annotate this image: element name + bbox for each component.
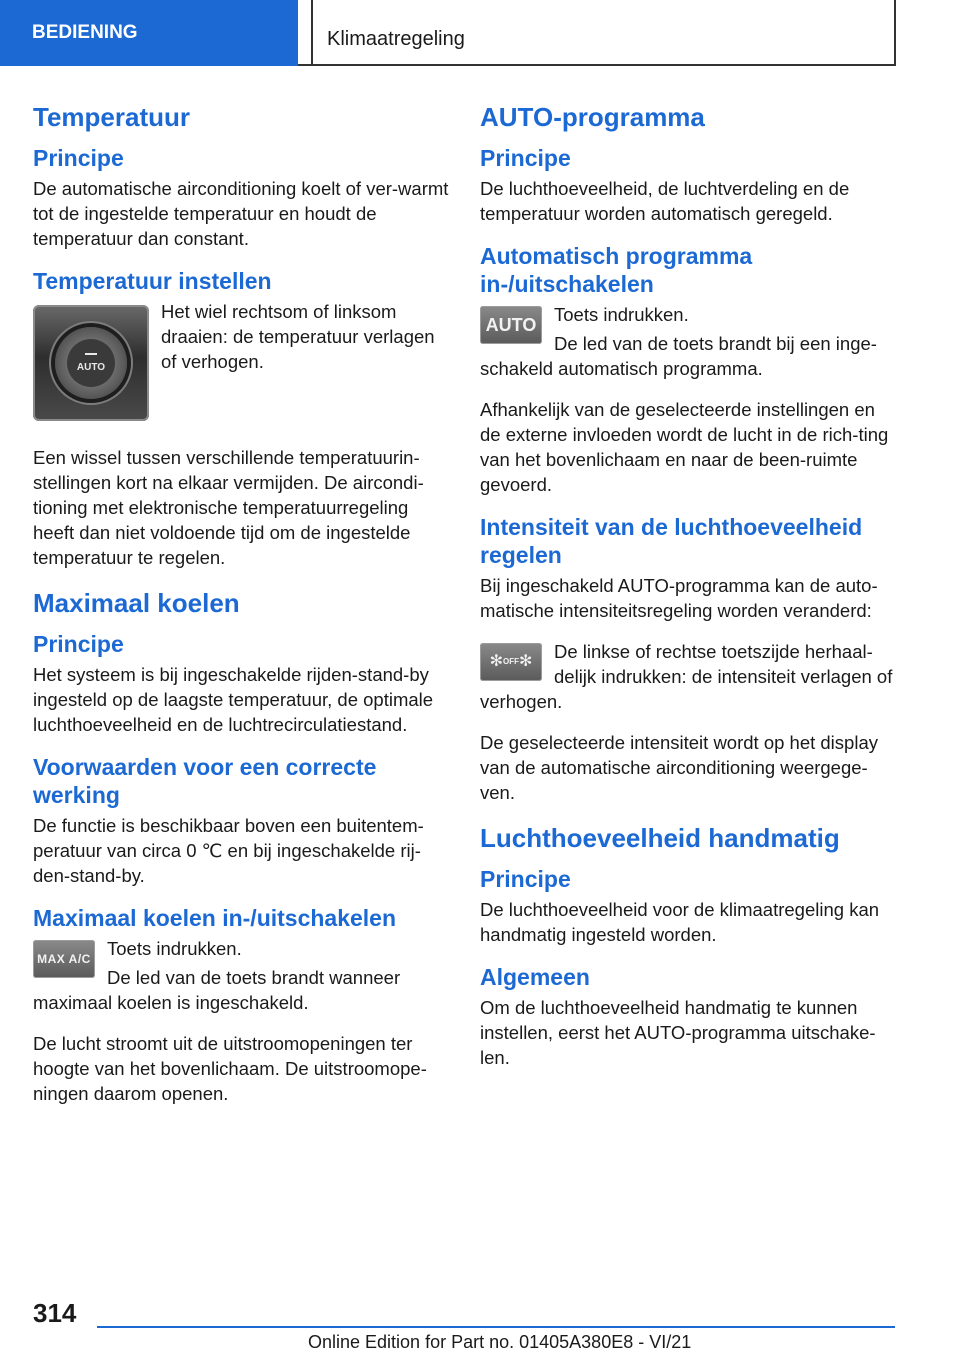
heading-auto-programma: AUTO-programma <box>480 102 705 132</box>
knob-auto-label: AUTO <box>67 339 115 387</box>
fan-speed-button-icon <box>480 643 542 681</box>
text-temp-wissel: Een wissel tussen verschillende temperatuurin-stellingen kort na elkaar vermijden. De aircondi-tioning met elektronische temperatuurregeling heeft dan niet voldoende tijd om de ingestelde temperatuur te regelen. <box>33 447 424 568</box>
text-auto-afhankelijk: Afhankelijk van de geselecteerde instellingen en de externe invloeden wordt de lucht in de rich-ting van het bovenlichaam en naar de been-ruimte gevoerd. <box>480 399 889 495</box>
text-max-principe: Het systeem is bij ingeschakelde rijden-stand-by ingesteld op de laagste temperatuur, de optimale luchthoeveelheid en de luchtrecirculatiestand. <box>33 664 434 735</box>
temperature-knob-image <box>33 299 149 421</box>
heading-luchthoeveelheid-handmatig: Luchthoeveelheid handmatig <box>480 823 840 853</box>
heading-temperatuur-instellen: Temperatuur instellen <box>33 268 272 294</box>
text-intensiteit-display: De geselecteerde intensiteit wordt op het display van de automatische airconditioning weergege-ven. <box>480 732 878 803</box>
heading-principe-auto: Principe <box>480 145 571 171</box>
fan-off-label: OFF <box>503 657 519 666</box>
heading-algemeen: Algemeen <box>480 964 590 990</box>
text-voorwaarden: De functie is beschikbaar boven een buitentem-peratuur van circa 0 ℃ en bij ingeschakelde rij-den-stand-by. <box>33 815 424 886</box>
heading-auto-inuitschakelen: Automatisch programma in-/uitschakelen <box>480 243 753 297</box>
heading-principe-handmatig: Principe <box>480 866 571 892</box>
page-header <box>0 0 960 66</box>
section-tab: BEDIENING <box>0 0 298 66</box>
max-ac-button-image <box>33 936 95 978</box>
text-max-toets: Toets indrukken. <box>107 938 242 959</box>
fan-icon: ✻ <box>489 653 503 671</box>
page-number: 314 <box>33 1298 77 1328</box>
right-column <box>480 100 898 1086</box>
footer-edition: Online Edition for Part no. 01405A380E8 - VI/21 <box>308 1332 692 1352</box>
text-max-led: De led van de toets brandt wanneer maximaal koelen is ingeschakeld. <box>33 967 401 1013</box>
header-rule <box>298 64 311 66</box>
heading-principe-temp: Principe <box>33 145 124 171</box>
fan-button-image <box>480 639 542 681</box>
heading-max-inuitschakelen: Maximaal koelen in-/uitschakelen <box>33 905 397 931</box>
heading-maximaal-koelen: Maximaal koelen <box>33 588 240 618</box>
text-temp-principe: De automatische airconditioning koelt of ver-warmt tot de ingestelde temperatuur en houdt de temperatuur dan constant. <box>33 178 449 249</box>
temperature-knob-icon <box>33 305 149 421</box>
heading-temperatuur: Temperatuur <box>33 102 190 132</box>
text-auto-toets: Toets indrukken. <box>554 304 689 325</box>
chapter-title: Klimaatregeling <box>311 0 896 66</box>
text-algemeen: Om de luchthoeveelheid handmatig te kunnen instellen, eerst het AUTO-programma uitschake-len. <box>480 997 876 1068</box>
auto-button-image <box>480 302 542 344</box>
left-column <box>33 100 451 1122</box>
text-temp-instellen: Het wiel rechtsom of linksom draaien: de temperatuur verlagen of verhogen. <box>161 301 435 372</box>
heading-voorwaarden: Voorwaarden voor een correcte werking <box>33 754 377 808</box>
max-ac-button-icon: MAX A/C <box>33 940 95 978</box>
text-auto-principe: De luchthoeveelheid, de luchtverdeling en de temperatuur worden automatisch geregeld. <box>480 178 850 224</box>
text-handmatig-principe: De luchthoeveelheid voor de klimaatregeling kan handmatig ingesteld worden. <box>480 899 880 945</box>
heading-principe-max: Principe <box>33 631 124 657</box>
auto-button-icon: AUTO <box>480 306 542 344</box>
fan-icon: ✻ <box>519 653 533 671</box>
text-max-lucht: De lucht stroomt uit de uitstroomopeningen ter hoogte van het bovenlichaam. De uitstroomope-ningen daarom openen. <box>33 1033 427 1104</box>
text-auto-led: De led van de toets brandt bij een inge-schakeld automatisch programma. <box>480 333 877 379</box>
text-intensiteit: Bij ingeschakeld AUTO-programma kan de auto-matische intensiteitsregeling worden veranderd: <box>480 575 878 621</box>
footer-rule <box>97 1326 895 1328</box>
heading-intensiteit: Intensiteit van de luchthoeveelheid regelen <box>480 514 863 568</box>
text-intensiteit-toets: De linkse of rechtse toetszijde herhaal-delijk indrukken: de intensiteit verlagen of verhogen. <box>480 641 893 712</box>
